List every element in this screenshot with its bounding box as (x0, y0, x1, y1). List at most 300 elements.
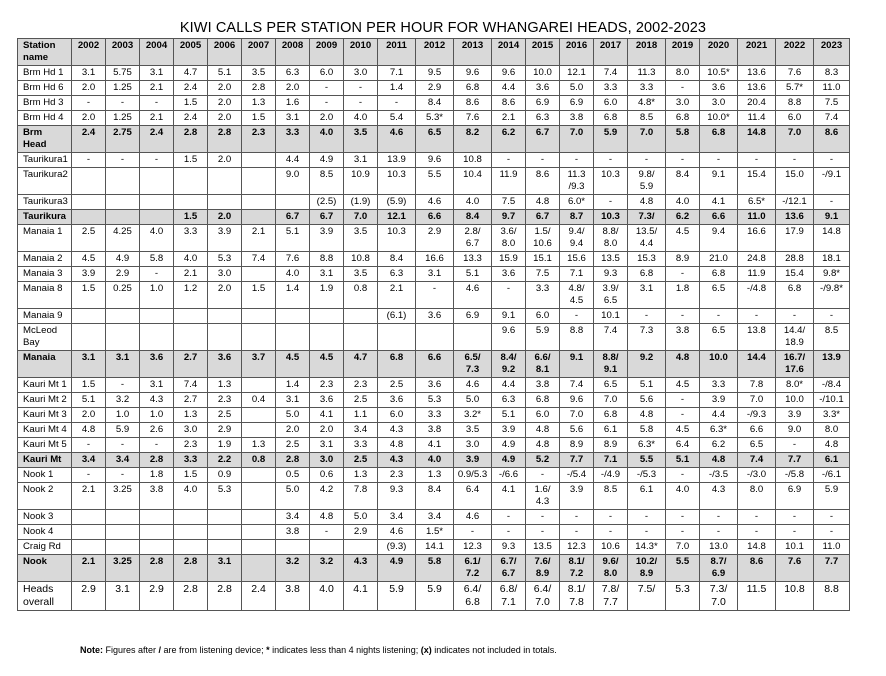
value-cell (174, 195, 208, 210)
value-cell: 3.6 (526, 81, 560, 96)
value-cell: 9.1 (492, 309, 526, 324)
value-cell: 10.0 (526, 66, 560, 81)
value-cell: 2.1 (140, 111, 174, 126)
table-row (18, 510, 850, 525)
value-cell (416, 324, 454, 351)
value-cell: 14.8 (738, 126, 776, 153)
value-cell: -/9.8* (814, 282, 850, 309)
value-cell: 5.8 (666, 126, 700, 153)
value-cell: 8.5 (814, 324, 850, 351)
value-cell: 3.5 (242, 66, 276, 81)
value-cell: - (666, 510, 700, 525)
value-cell: 4.8 (814, 438, 850, 453)
header-year: 2003 (106, 39, 140, 66)
value-cell: 5.0 (276, 408, 310, 423)
value-cell: - (776, 510, 814, 525)
value-cell: 2.8 (174, 555, 208, 582)
value-cell: 4.4 (700, 408, 738, 423)
value-cell: 7.5 (492, 195, 526, 210)
station-name-cell: Nook 1 (18, 468, 72, 483)
value-cell: 20.4 (738, 96, 776, 111)
value-cell: 6.6 (416, 210, 454, 225)
value-cell: 10.1 (594, 309, 628, 324)
value-cell: 0.8 (242, 453, 276, 468)
value-cell: 1.1 (344, 408, 378, 423)
table-row (18, 483, 850, 510)
value-cell (208, 525, 242, 540)
value-cell: 5.3* (416, 111, 454, 126)
value-cell: 3.25 (106, 555, 140, 582)
value-cell: 3.9 (560, 483, 594, 510)
value-cell: 6.1 (594, 423, 628, 438)
value-cell: 5.1 (454, 267, 492, 282)
value-cell: 10.8 (776, 582, 814, 611)
value-cell: (2.5) (310, 195, 344, 210)
station-name-cell: Kauri Mt 4 (18, 423, 72, 438)
value-cell: 1.4 (276, 378, 310, 393)
value-cell: 8.0* (776, 378, 814, 393)
value-cell: 1.5* (416, 525, 454, 540)
value-cell: 3.5 (344, 126, 378, 153)
value-cell: 4.8* (628, 96, 666, 111)
value-cell: 4.3 (378, 453, 416, 468)
station-name-cell: Brm Hd 4 (18, 111, 72, 126)
value-cell: - (492, 153, 526, 168)
value-cell: -/8.4 (814, 378, 850, 393)
value-cell: 3.5 (454, 423, 492, 438)
value-cell: 4.0 (666, 483, 700, 510)
station-name-cell: Nook 2 (18, 483, 72, 510)
value-cell: 3.3* (814, 408, 850, 423)
value-cell: - (666, 267, 700, 282)
value-cell: 9.4/ 9.4 (560, 225, 594, 252)
station-name-cell: Kauri Mt 2 (18, 393, 72, 408)
value-cell: 4.9 (492, 438, 526, 453)
value-cell: 2.9 (140, 582, 174, 611)
value-cell: 2.9 (208, 423, 242, 438)
table-header-row (18, 39, 850, 66)
value-cell (106, 540, 140, 555)
value-cell: (9.3) (378, 540, 416, 555)
value-cell: 3.3 (628, 81, 666, 96)
note-slash: / (158, 645, 162, 655)
value-cell: - (492, 525, 526, 540)
header-year: 2021 (738, 39, 776, 66)
value-cell: - (454, 525, 492, 540)
value-cell: -/9.1 (814, 168, 850, 195)
value-cell: 10.0 (776, 393, 814, 408)
value-cell: 2.0 (72, 408, 106, 423)
value-cell: 2.5 (344, 453, 378, 468)
value-cell: 4.0 (454, 195, 492, 210)
value-cell: - (666, 408, 700, 423)
value-cell: 4.9 (492, 453, 526, 468)
value-cell: -/9.3 (738, 408, 776, 423)
value-cell: 2.0 (208, 282, 242, 309)
total-row (18, 555, 850, 582)
value-cell: 1.3 (416, 468, 454, 483)
value-cell (174, 525, 208, 540)
value-cell: 7.8 (344, 483, 378, 510)
value-cell: 7.1 (378, 66, 416, 81)
value-cell (106, 168, 140, 195)
station-name-cell: Heads overall (18, 582, 72, 611)
value-cell: 4.3 (378, 423, 416, 438)
value-cell: 3.4 (416, 510, 454, 525)
value-cell: 1.5 (242, 111, 276, 126)
value-cell: 6.8 (594, 111, 628, 126)
value-cell: 5.5 (416, 168, 454, 195)
table-row (18, 438, 850, 453)
value-cell: 4.2 (310, 483, 344, 510)
value-cell (140, 525, 174, 540)
value-cell: 4.3 (700, 483, 738, 510)
value-cell: 4.8 (526, 423, 560, 438)
value-cell: 9.5 (416, 66, 454, 81)
value-cell: 9.1 (560, 351, 594, 378)
value-cell: 11.9 (738, 267, 776, 282)
value-cell: 8.9 (594, 438, 628, 453)
value-cell: 3.8 (276, 582, 310, 611)
value-cell: 2.8/ 6.7 (454, 225, 492, 252)
station-name-cell: Taurikura2 (18, 168, 72, 195)
value-cell: 8.5 (310, 168, 344, 195)
station-name-cell: Brm Hd 3 (18, 96, 72, 111)
value-cell: - (140, 438, 174, 453)
value-cell: 7.0 (560, 126, 594, 153)
table-row (18, 66, 850, 81)
value-cell: 24.8 (738, 252, 776, 267)
value-cell: 6.7 (526, 210, 560, 225)
value-cell: - (666, 468, 700, 483)
value-cell: 7.0 (344, 210, 378, 225)
value-cell: 10.6 (594, 540, 628, 555)
value-cell: - (560, 309, 594, 324)
value-cell: 4.0 (276, 267, 310, 282)
table-row (18, 540, 850, 555)
value-cell: - (560, 510, 594, 525)
value-cell: 16.6 (738, 225, 776, 252)
value-cell: 5.6 (628, 393, 666, 408)
header-year: 2022 (776, 39, 814, 66)
value-cell: 4.8 (526, 438, 560, 453)
value-cell: 1.3 (242, 438, 276, 453)
value-cell: 1.5 (72, 282, 106, 309)
value-cell: - (526, 510, 560, 525)
value-cell: 8.4 (666, 168, 700, 195)
header-year: 2009 (310, 39, 344, 66)
table-row (18, 393, 850, 408)
value-cell: 6.2 (492, 126, 526, 153)
value-cell: 4.3 (344, 555, 378, 582)
value-cell: 7.0 (776, 126, 814, 153)
value-cell: 3.2 (276, 555, 310, 582)
value-cell: 9.3 (492, 540, 526, 555)
value-cell: 7.5 (526, 267, 560, 282)
value-cell: 5.0 (454, 393, 492, 408)
value-cell: 1.5 (174, 96, 208, 111)
value-cell: 3.9 (700, 393, 738, 408)
value-cell: 8.6 (738, 555, 776, 582)
value-cell: 2.0 (276, 423, 310, 438)
value-cell: 13.6 (738, 81, 776, 96)
value-cell: 1.5 (174, 210, 208, 225)
station-name-cell: Kauri Mt (18, 453, 72, 468)
station-name-cell: Manaia 3 (18, 267, 72, 282)
header-year: 2004 (140, 39, 174, 66)
value-cell: 3.2 (106, 393, 140, 408)
value-cell: 3.0 (344, 66, 378, 81)
station-name-cell: Manaia 8 (18, 282, 72, 309)
value-cell: 8.4 (378, 252, 416, 267)
value-cell: 12.3 (454, 540, 492, 555)
value-cell: 5.9 (378, 582, 416, 611)
value-cell: 4.6 (378, 525, 416, 540)
value-cell: 11.0 (814, 540, 850, 555)
value-cell: 1.4 (276, 282, 310, 309)
value-cell: 3.8 (666, 324, 700, 351)
value-cell: 3.9 (72, 267, 106, 282)
value-cell: 4.9 (310, 153, 344, 168)
station-name-cell: Nook 4 (18, 525, 72, 540)
value-cell: 4.6 (454, 378, 492, 393)
value-cell: - (310, 81, 344, 96)
value-cell: 2.8 (140, 453, 174, 468)
value-cell: 3.5 (344, 267, 378, 282)
value-cell: 5.1 (208, 66, 242, 81)
station-name-cell: Manaia 2 (18, 252, 72, 267)
value-cell: 3.7 (242, 351, 276, 378)
value-cell: 6.9 (526, 96, 560, 111)
value-cell: (5.9) (378, 195, 416, 210)
value-cell: 6.5 (416, 126, 454, 153)
value-cell: 6.8/ 7.1 (492, 582, 526, 611)
value-cell: 3.1 (344, 153, 378, 168)
value-cell: 3.3 (174, 453, 208, 468)
value-cell: - (344, 96, 378, 111)
value-cell: 6.0 (594, 96, 628, 111)
value-cell: -/12.1 (776, 195, 814, 210)
value-cell: 6.5 (738, 438, 776, 453)
value-cell (140, 540, 174, 555)
value-cell (242, 510, 276, 525)
value-cell: 8.5 (628, 111, 666, 126)
value-cell: 9.6 (492, 66, 526, 81)
value-cell: 3.4 (72, 453, 106, 468)
value-cell: 2.9 (72, 582, 106, 611)
value-cell: - (814, 510, 850, 525)
value-cell: -/5.4 (560, 468, 594, 483)
value-cell: 6.8 (526, 393, 560, 408)
value-cell (208, 168, 242, 195)
value-cell: - (814, 195, 850, 210)
value-cell: 3.0 (700, 96, 738, 111)
value-cell: 4.7 (344, 351, 378, 378)
header-year: 2013 (454, 39, 492, 66)
value-cell: 3.4 (276, 510, 310, 525)
value-cell: 7.5 (814, 96, 850, 111)
value-cell: 6.6 (738, 423, 776, 438)
table-row (18, 153, 850, 168)
value-cell: - (776, 153, 814, 168)
value-cell: 2.4 (72, 126, 106, 153)
value-cell: 3.9 (208, 225, 242, 252)
value-cell: 2.5 (276, 438, 310, 453)
value-cell: 1.2 (174, 282, 208, 309)
value-cell: 3.6 (416, 378, 454, 393)
value-cell: 3.3 (700, 378, 738, 393)
value-cell: 4.6 (454, 282, 492, 309)
value-cell (242, 540, 276, 555)
value-cell: 9.6 (492, 324, 526, 351)
value-cell: 3.0 (310, 453, 344, 468)
value-cell: 7.0 (738, 393, 776, 408)
value-cell: 0.5 (276, 468, 310, 483)
value-cell: - (666, 81, 700, 96)
table-row (18, 378, 850, 393)
value-cell: 5.0 (560, 81, 594, 96)
value-cell: 4.5 (72, 252, 106, 267)
value-cell: 3.6/ 8.0 (492, 225, 526, 252)
value-cell: 3.2 (310, 555, 344, 582)
header-year: 2008 (276, 39, 310, 66)
value-cell (106, 210, 140, 225)
value-cell: - (526, 525, 560, 540)
value-cell: 9.8/ 5.9 (628, 168, 666, 195)
value-cell: 12.1 (560, 66, 594, 81)
total-row (18, 351, 850, 378)
value-cell: 6.9 (776, 483, 814, 510)
value-cell: 1.5 (242, 282, 276, 309)
value-cell: 7.4 (560, 378, 594, 393)
value-cell: 1.0 (140, 408, 174, 423)
value-cell: - (594, 195, 628, 210)
value-cell: 5.1 (666, 453, 700, 468)
value-cell: 4.8 (666, 351, 700, 378)
value-cell: - (492, 282, 526, 309)
value-cell: 5.7* (776, 81, 814, 96)
value-cell: 7.4 (174, 378, 208, 393)
value-cell: 2.6 (140, 423, 174, 438)
value-cell: 8.8/ 9.1 (594, 351, 628, 378)
header-station-name: Station name (18, 39, 72, 66)
value-cell: 5.3 (208, 252, 242, 267)
value-cell: 1.5 (174, 153, 208, 168)
value-cell: - (666, 525, 700, 540)
value-cell: 2.3 (208, 393, 242, 408)
value-cell: -/5.3 (628, 468, 666, 483)
value-cell: 10.1 (776, 540, 814, 555)
station-name-cell: Nook (18, 555, 72, 582)
note-text-b: are from listening device; (161, 645, 267, 655)
value-cell (242, 210, 276, 225)
value-cell: 2.2 (208, 453, 242, 468)
value-cell: 3.4 (106, 453, 140, 468)
value-cell: 4.9 (378, 555, 416, 582)
table-row (18, 309, 850, 324)
value-cell: 0.9/5.3 (454, 468, 492, 483)
value-cell: 3.0 (454, 438, 492, 453)
value-cell: 8.0 (738, 483, 776, 510)
value-cell: 6.0 (526, 408, 560, 423)
value-cell: 2.7 (174, 393, 208, 408)
value-cell: 7.6 (276, 252, 310, 267)
header-year: 2017 (594, 39, 628, 66)
value-cell: 13.5/ 4.4 (628, 225, 666, 252)
value-cell: 14.3* (628, 540, 666, 555)
value-cell (344, 540, 378, 555)
value-cell: 8.8/ 8.0 (594, 225, 628, 252)
value-cell: - (560, 525, 594, 540)
value-cell: - (72, 438, 106, 453)
value-cell: 1.5 (72, 378, 106, 393)
header-year: 2007 (242, 39, 276, 66)
value-cell: 3.9 (454, 453, 492, 468)
value-cell (242, 168, 276, 195)
value-cell: 10.2/ 8.9 (628, 555, 666, 582)
value-cell: 10.8 (344, 252, 378, 267)
value-cell: 7.6 (454, 111, 492, 126)
value-cell: 10.3 (594, 168, 628, 195)
value-cell (276, 540, 310, 555)
value-cell: 6.3 (526, 111, 560, 126)
value-cell (208, 540, 242, 555)
value-cell: 2.0 (276, 81, 310, 96)
value-cell: 6.6 (700, 210, 738, 225)
value-cell: 2.0 (208, 210, 242, 225)
value-cell: 3.6 (700, 81, 738, 96)
value-cell: 9.7 (492, 210, 526, 225)
value-cell: 3.6 (208, 351, 242, 378)
value-cell: 6.8 (776, 282, 814, 309)
value-cell: 6.3 (378, 267, 416, 282)
value-cell: 8.1/ 7.2 (560, 555, 594, 582)
value-cell: 6.8 (700, 126, 738, 153)
value-cell: 1.8 (140, 468, 174, 483)
value-cell: 6.7/ 6.7 (492, 555, 526, 582)
value-cell: 4.0 (666, 195, 700, 210)
header-year: 2010 (344, 39, 378, 66)
value-cell: - (594, 510, 628, 525)
value-cell: 8.1/ 7.8 (560, 582, 594, 611)
value-cell: 5.1 (276, 225, 310, 252)
value-cell: 4.0 (416, 453, 454, 468)
value-cell (310, 540, 344, 555)
value-cell: 7.6 (776, 66, 814, 81)
value-cell: 10.3 (594, 210, 628, 225)
value-cell: 1.3 (344, 468, 378, 483)
value-cell: 1.0 (140, 282, 174, 309)
value-cell (140, 309, 174, 324)
value-cell (378, 324, 416, 351)
value-cell: 3.1 (628, 282, 666, 309)
value-cell: 10.5* (700, 66, 738, 81)
value-cell: 0.25 (106, 282, 140, 309)
overall-row (18, 582, 850, 611)
value-cell: 2.0 (208, 111, 242, 126)
value-cell: 6.3* (700, 423, 738, 438)
value-cell: -/3.5 (700, 468, 738, 483)
value-cell (242, 153, 276, 168)
value-cell: 3.3 (416, 408, 454, 423)
value-cell: 13.6 (776, 210, 814, 225)
value-cell: 4.5 (666, 378, 700, 393)
value-cell (242, 555, 276, 582)
value-cell: 11.0 (738, 210, 776, 225)
value-cell: 3.9 (776, 408, 814, 423)
value-cell: - (666, 393, 700, 408)
value-cell: 5.0 (276, 483, 310, 510)
